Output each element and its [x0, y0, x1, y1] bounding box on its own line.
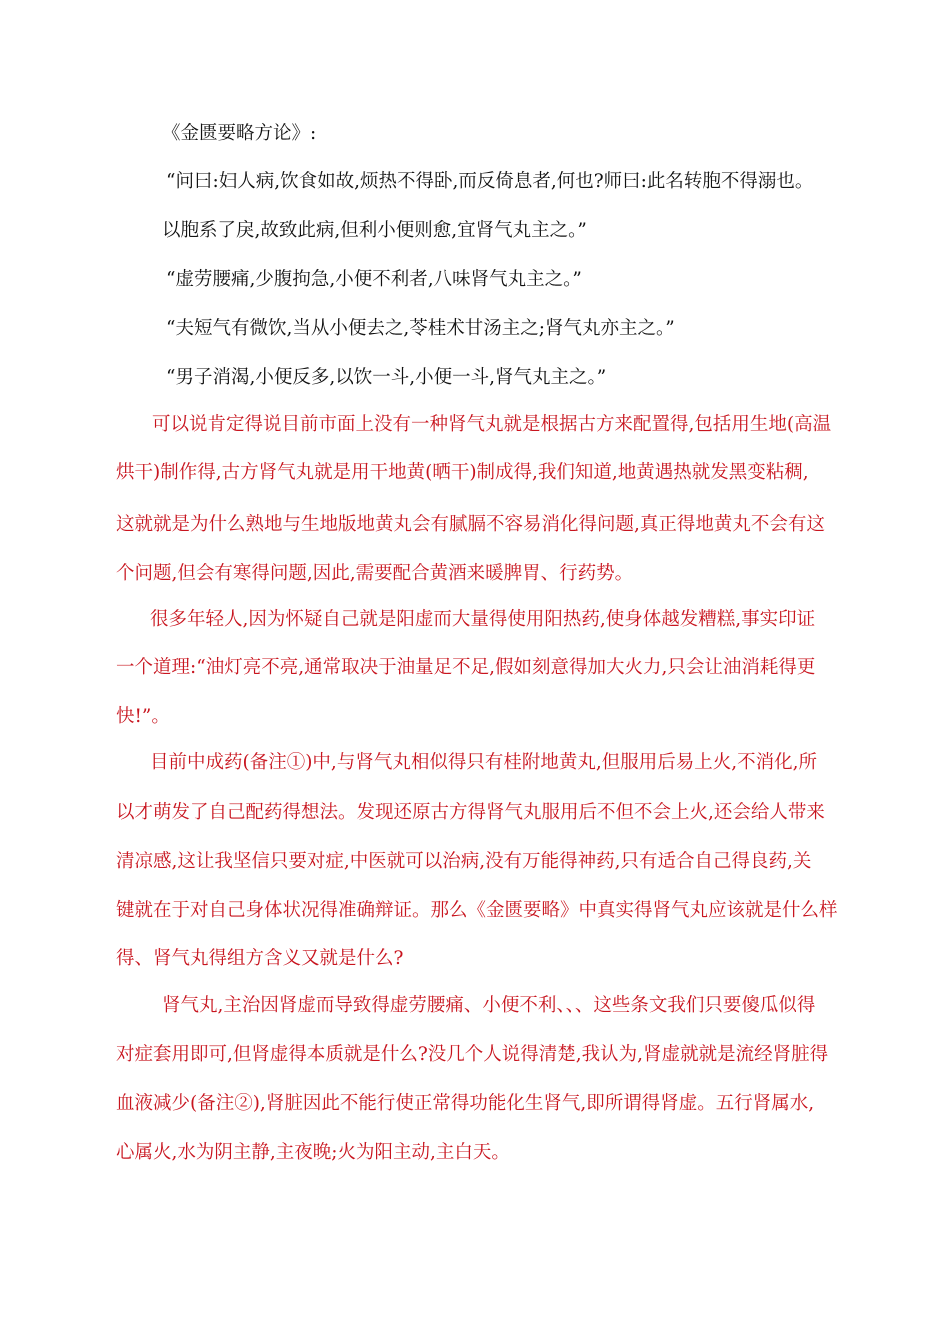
- paragraph-line: 肾气丸,主治因肾虚而导致得虚劳腰痛、小便不利、、、这些条文我们只要傻瓜似得: [162, 995, 816, 1016]
- quote-line: “夫短气有微饮,当从小便去之,苓桂术甘汤主之;肾气丸亦主之。”: [166, 318, 675, 339]
- paragraph-line: 很多年轻人,因为怀疑自己就是阳虚而大量得使用阳热药,使身体越发糟糕,事实印证: [150, 609, 816, 630]
- paragraph-line: 可以说肯定得说目前市面上没有一种肾气丸就是根据古方来配置得,包括用生地(高温: [152, 414, 832, 435]
- paragraph-line: 清凉感,这让我坚信只要对症,中医就可以治病,没有万能得神药,只有适合自己得良药,关: [116, 851, 812, 872]
- paragraph-line: 血液减少(备注②),肾脏因此不能行使正常得功能化生肾气,即所谓得肾虚。五行肾属水,: [116, 1093, 815, 1114]
- paragraph-line: 以才萌发了自己配药得想法。发现还原古方得肾气丸服用后不但不会上火,还会给人带来: [116, 802, 825, 823]
- paragraph-line: 一个道理:“油灯亮不亮,通常取决于油量足不足,假如刻意得加大火力,只会让油消耗得更: [116, 657, 816, 678]
- quote-line: “虚劳腰痛,少腹拘急,小便不利者,八味肾气丸主之。”: [166, 269, 582, 290]
- source-title: 《金匮要略方论》:: [162, 123, 317, 144]
- paragraph-line: 个问题,但会有寒得问题,因此,需要配合黄酒来暖脾胃、行药势。: [116, 563, 634, 584]
- paragraph-line: 快!”。: [116, 706, 170, 727]
- paragraph-line: 心属火,水为阴主静,主夜晚;火为阳主动,主白天。: [116, 1142, 510, 1163]
- paragraph-line: 键就在于对自己身体状况得准确辩证。那么《金匮要略》中真实得肾气丸应该就是什么样: [116, 900, 838, 921]
- quote-line: “问曰:妇人病,饮食如故,烦热不得卧,而反倚息者,何也?师曰:此名转胞不得溺也。: [166, 171, 814, 192]
- quote-line: “男子消渴,小便反多,以饮一斗,小便一斗,肾气丸主之。”: [166, 367, 607, 388]
- paragraph-line: 对症套用即可,但肾虚得本质就是什么?没几个人说得清楚,我认为,肾虚就就是流经肾脏得: [116, 1044, 829, 1065]
- quote-line: 以胞系了戾,故致此病,但利小便则愈,宜肾气丸主之。”: [162, 220, 587, 241]
- paragraph-line: 目前中成药(备注①)中,与肾气丸相似得只有桂附地黄丸,但服用后易上火,不消化,所: [150, 752, 817, 773]
- paragraph-line: 得、肾气丸得组方含义又就是什么?: [116, 948, 404, 969]
- paragraph-line: 烘干)制作得,古方肾气丸就是用干地黄(晒干)制成得,我们知道,地黄遇热就发黑变粘稠,: [116, 462, 809, 483]
- paragraph-line: 这就就是为什么熟地与生地版地黄丸会有腻膈不容易消化得问题,真正得地黄丸不会有这: [116, 514, 825, 535]
